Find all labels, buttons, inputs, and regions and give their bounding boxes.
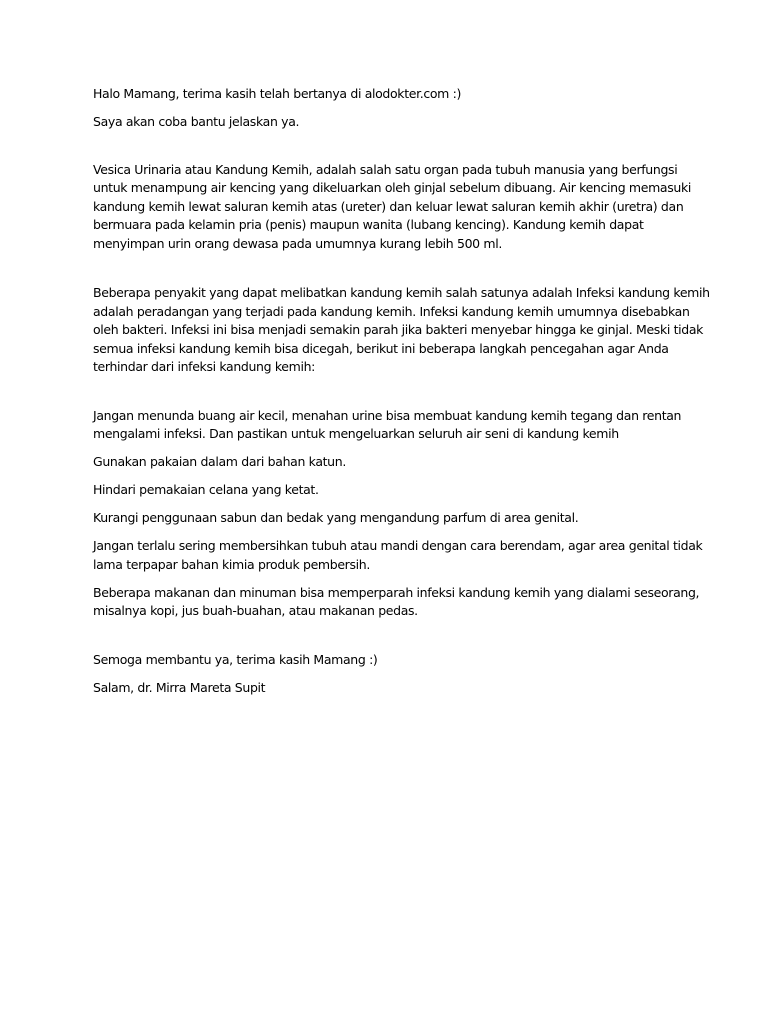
tip-item: Jangan menunda buang air kecil, menahan urine bisa membuat kandung kemih tegang dan rentan mengalami infeksi. Dan pastikan untuk mengeluarkan seluruh air seni di kandung kemih [93, 407, 682, 441]
closing-text: Semoga membantu ya, terima kasih Mamang :) [93, 651, 378, 667]
tip-item: Kurangi penggunaan sabun dan bedak yang mengandung parfum di area genital. [93, 510, 579, 525]
signature-text: Salam, dr. Mirra Mareta Supit [93, 679, 266, 695]
greeting-text: Halo Mamang, terima kasih telah bertanya di alodokter.com :) [93, 86, 462, 101]
document-body [93, 85, 713, 707]
tip-item: Hindari pemakaian celana yang ketat. [93, 482, 319, 497]
tip-item: Jangan terlalu sering membersihkan tubuh atau mandi dengan cara berendam, agar area genital tidak lama terpapar bahan kimia produk pembersih. [93, 538, 703, 572]
tip-item: Gunakan pakaian dalam dari bahan katun. [93, 454, 346, 469]
tip-item: Beberapa makanan dan minuman bisa memperparah infeksi kandung kemih yang dialami seseorang, misalnya kopi, jus buah-buahan, atau makanan pedas. [93, 584, 700, 618]
intro-text: Saya akan coba bantu jelaskan ya. [93, 114, 300, 129]
paragraph-infeksi: Beberapa penyakit yang dapat melibatkan kandung kemih salah satunya adalah Infeksi kandung kemih adalah peradangan yang terjadi pada kandung kemih. Infeksi kandung kemih umumnya disebabkan oleh bakteri. Infeksi ini bisa menjadi semakin parah jika bakteri menyebar hingga ke ginjal. Meski tidak semua infeksi kandung kemih bisa dicegah, berikut ini beberapa langkah pencegahan agar Anda terhindar dari infeksi kandung kemih: [93, 285, 710, 374]
paragraph-kandung-kemih: Vesica Urinaria atau Kandung Kemih, adalah salah satu organ pada tubuh manusia yang berfungsi untuk menampung air kencing yang dikeluarkan oleh ginjal sebelum dibuang. Air kencing memasuki kandung kemih lewat saluran kemih atas (ureter) dan keluar lewat saluran kemih akhir (uretra) dan bermuara pada kelamin pria (penis) maupun wanita (lubang kencing). Kandung kemih dapat menyimpan urin orang dewasa pada umumnya kurang lebih 500 ml. [93, 161, 691, 251]
